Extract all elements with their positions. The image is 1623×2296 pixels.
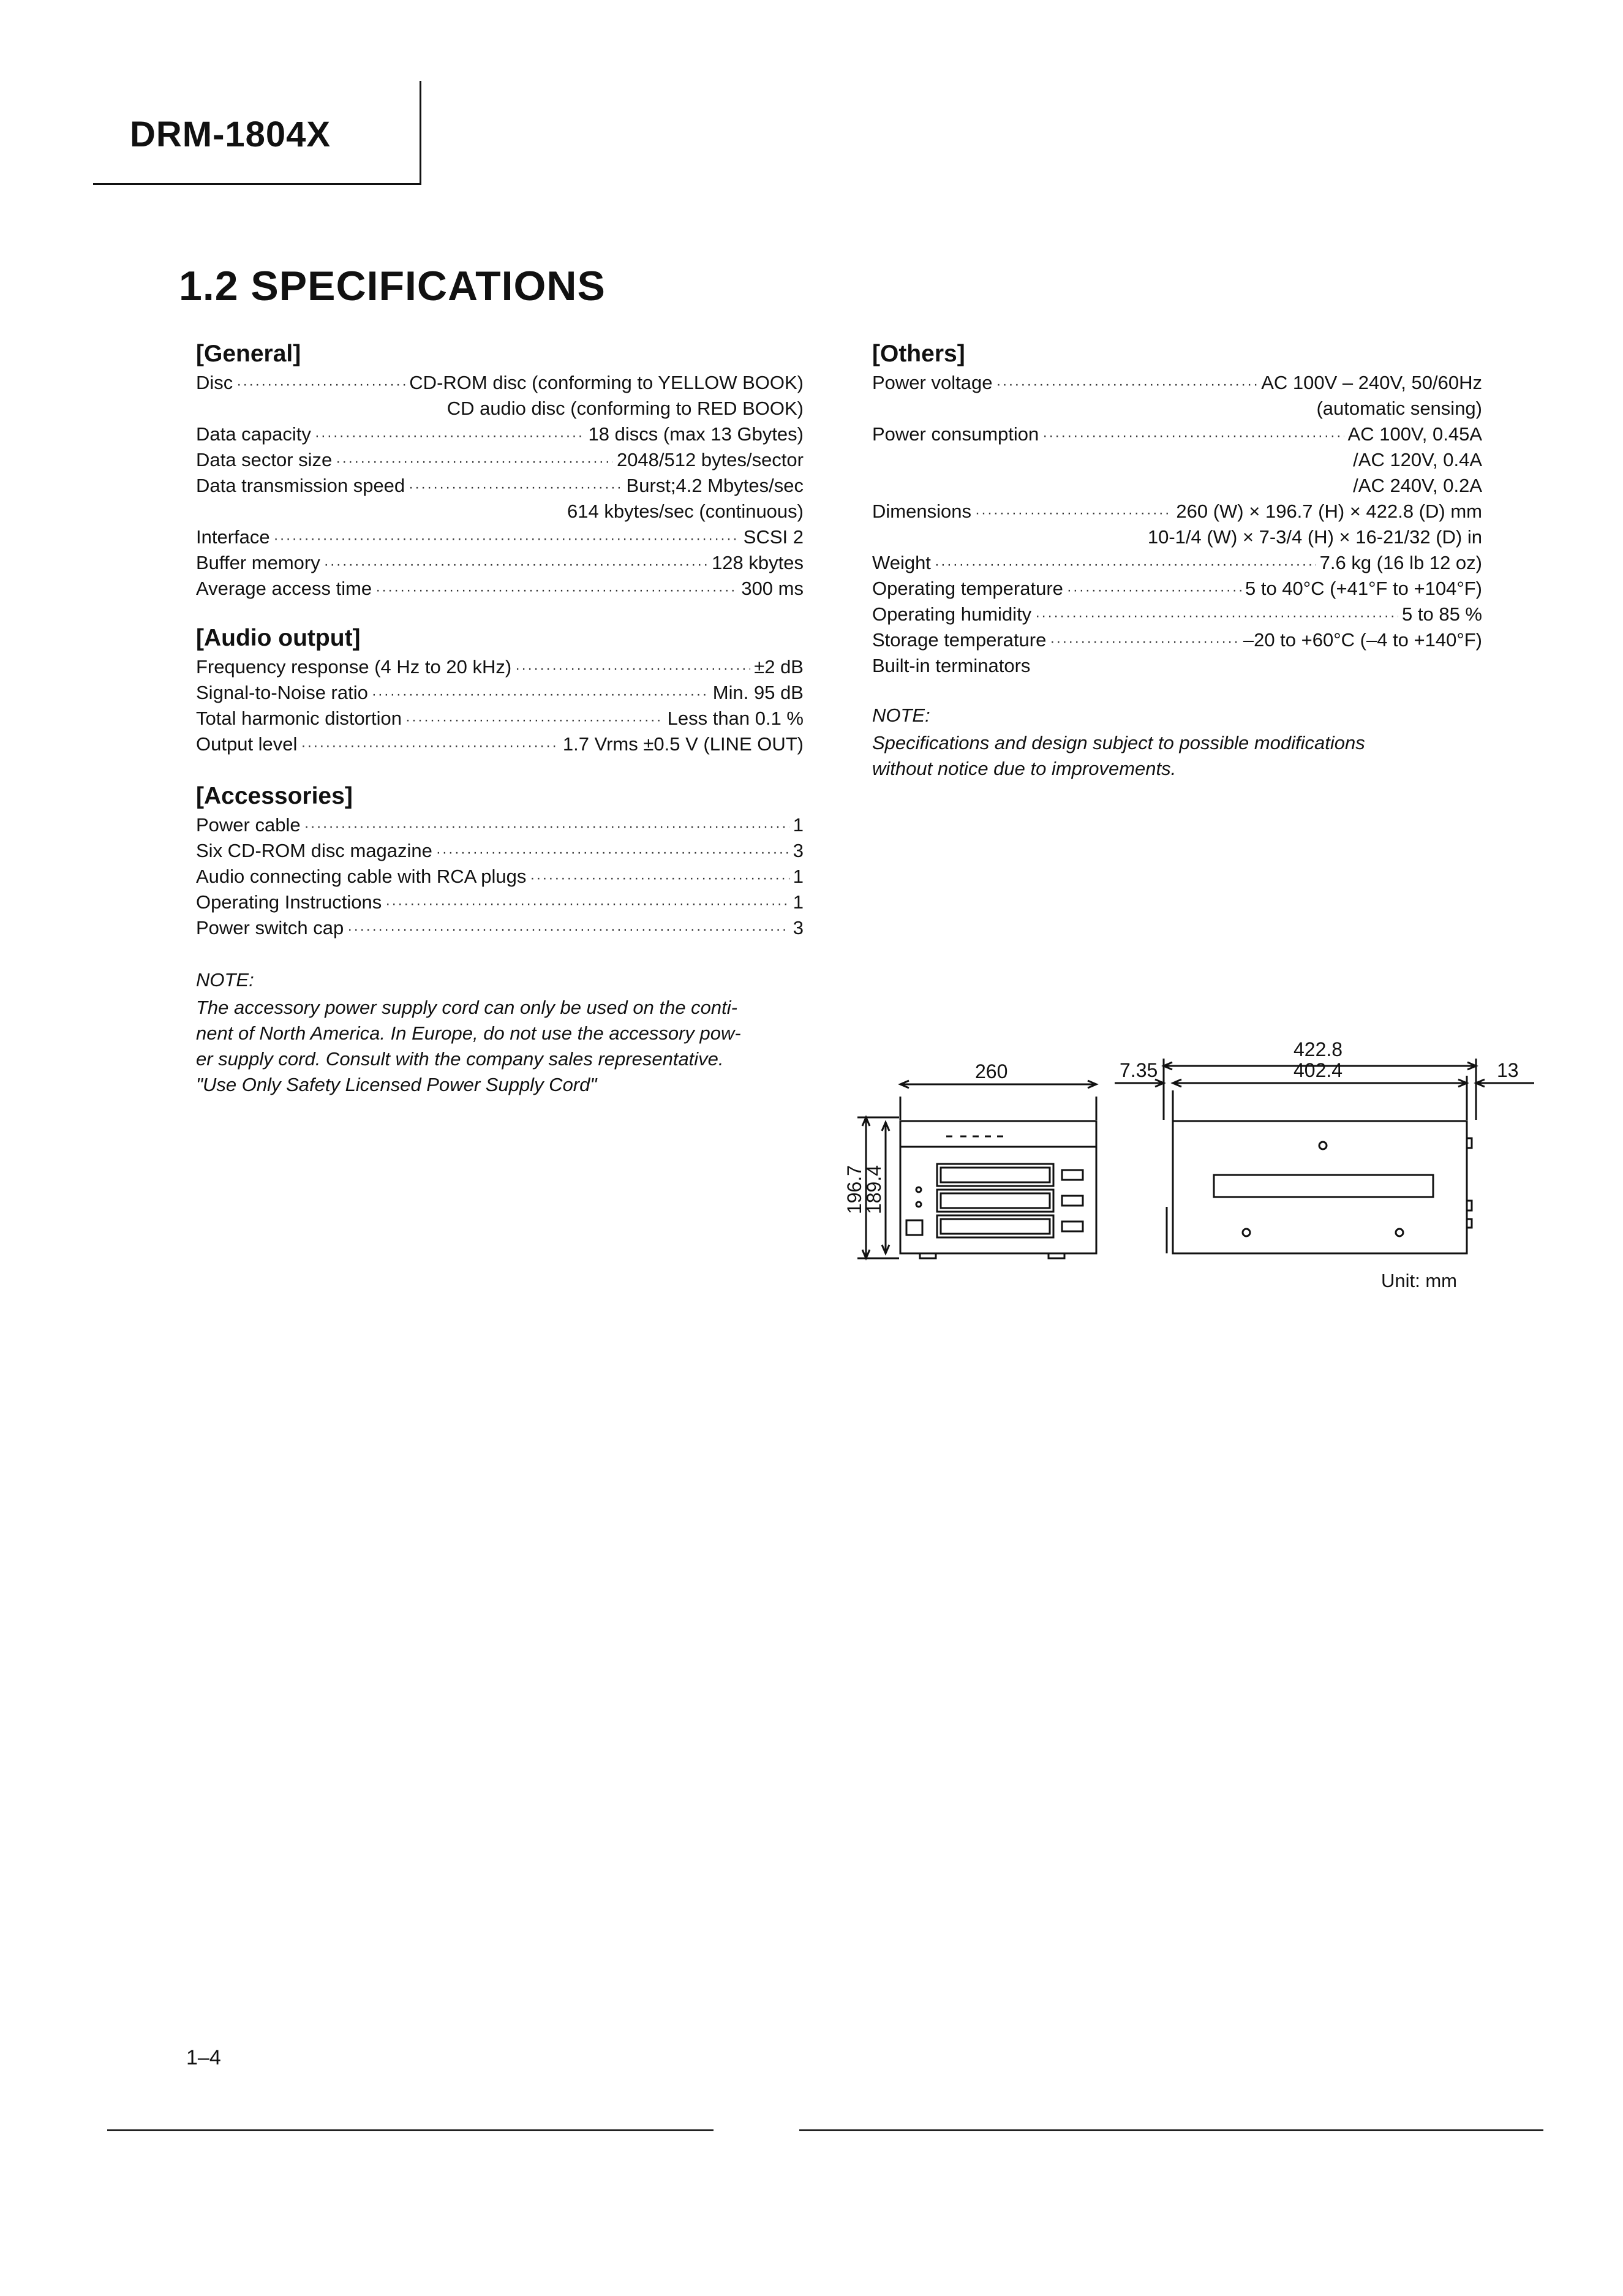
spec-value: 5 to 85 % [1402,603,1482,625]
leader-dots [347,917,789,943]
spec-label: Audio connecting cable with RCA plugs [196,866,527,887]
spec-row [872,499,1482,524]
spec-row [196,838,804,864]
rear-offset-label: 13 [1497,1059,1519,1081]
others-heading: [Others] [872,341,965,367]
spec-label: Data sector size [196,449,333,470]
section-title: 1.2 SPECIFICATIONS [179,263,606,309]
leader-dots [324,552,708,578]
leader-dots [409,475,622,500]
spec-row [196,524,804,550]
spec-value: 18 discs (max 13 Gbytes) [588,423,804,445]
spec-label: Power consumption [872,423,1039,445]
right-note-title: NOTE: [872,704,930,726]
spec-row [196,812,804,838]
spec-value: ±2 dB [754,656,804,678]
leader-dots [436,840,789,866]
spec-label: Power cable [196,814,301,836]
accessories-spec-list [196,812,804,941]
spec-value-continued: CD audio disc (conforming to RED BOOK) [446,398,804,419]
header-rule-vertical [420,81,421,185]
audio-spec-list [196,654,804,757]
spec-row [196,654,804,680]
leader-dots [385,891,789,917]
spec-label: Power switch cap [196,917,344,938]
spec-value: 3 [793,840,804,861]
spec-label: Interface [196,526,270,548]
spec-label: Storage temperature [872,629,1047,651]
header-rule [93,183,421,185]
spec-row [872,421,1482,447]
footer-rule-right [799,2129,1543,2131]
spec-label: Average access time [196,578,372,599]
left-note-line: The accessory power supply cord can only be used on the conti- [196,997,737,1018]
spec-value-continued: 614 kbytes/sec (continuous) [567,500,804,522]
spec-label: Operating Instructions [196,891,382,913]
dimension-drawing [808,1017,1543,1274]
spec-label: Frequency response (4 Hz to 20 kHz) [196,656,512,678]
spec-value-continued: /AC 120V, 0.4A [1353,449,1482,470]
spec-row [196,706,804,731]
spec-row [196,370,804,396]
spec-value: Min. 95 dB [712,682,804,703]
spec-label: Data capacity [196,423,311,445]
spec-row [196,889,804,915]
leader-dots [515,656,750,682]
spec-label: Operating temperature [872,578,1063,599]
general-heading: [General] [196,341,301,367]
spec-value: AC 100V – 240V, 50/60Hz [1261,372,1482,393]
spec-value: AC 100V, 0.45A [1347,423,1482,445]
model-title: DRM-1804X [130,115,331,154]
spec-row [196,680,804,706]
spec-label: Buffer memory [196,552,320,573]
leader-dots [375,578,737,603]
spec-label: Built-in terminators [872,655,1031,676]
spec-row [196,915,804,941]
left-note-line: "Use Only Safety Licensed Power Supply Cord" [196,1074,597,1095]
others-spec-list [872,370,1482,679]
spec-value: SCSI 2 [743,526,804,548]
spec-label: Output level [196,733,298,755]
spec-value: 300 ms [741,578,804,599]
spec-value: 1.7 Vrms ±0.5 V (LINE OUT) [562,733,804,755]
unit-label: Unit: mm [1381,1270,1457,1291]
front-offset-label: 7.35 [1120,1059,1158,1081]
spec-label: Power voltage [872,372,993,393]
leader-dots [336,449,613,475]
spec-label: Weight [872,552,931,573]
leader-dots [975,500,1172,526]
leader-dots [405,708,664,733]
spec-value: Less than 0.1 % [667,708,804,729]
leader-dots [1067,578,1241,603]
spec-value: 5 to 40°C (+41°F to +104°F) [1245,578,1482,599]
spec-row [196,473,804,499]
footer-rule-left [107,2129,714,2131]
left-note-line: nent of North America. In Europe, do not use the accessory pow- [196,1022,741,1044]
leader-dots [274,526,740,552]
spec-value-continued: 10-1/4 (W) × 7-3/4 (H) × 16-21/32 (D) in [1147,526,1482,548]
side-view-body [1173,1121,1467,1253]
spec-value: CD-ROM disc (conforming to YELLOW BOOK) [409,372,804,393]
spec-row [872,653,1482,679]
spec-row [196,864,804,889]
spec-row [872,370,1482,396]
leader-dots [1050,629,1240,655]
spec-row [872,602,1482,627]
page-number: 1–4 [186,2046,221,2069]
spec-value: –20 to +60°C (–4 to +140°F) [1243,629,1482,651]
leader-dots [304,814,789,840]
audio-heading: [Audio output] [196,625,361,651]
right-note-line: Specifications and design subject to possible modifications [872,732,1365,753]
spec-label: Disc [196,372,233,393]
spec-label: Data transmission speed [196,475,405,496]
spec-row [196,447,804,473]
leader-dots [530,866,789,891]
spec-row [196,550,804,576]
spec-row [196,421,804,447]
body-depth-label: 402.4 [1294,1059,1343,1081]
spec-label: Dimensions [872,500,971,522]
spec-value: 260 (W) × 196.7 (H) × 422.8 (D) mm [1176,500,1482,522]
spec-value-continued: /AC 240V, 0.2A [1353,475,1482,496]
leader-dots [301,733,559,759]
front-outer-height-label: 196.7 [843,1165,865,1215]
overall-depth-label: 422.8 [1294,1038,1343,1060]
spec-value: Burst;4.2 Mbytes/sec [626,475,804,496]
front-width-label: 260 [975,1060,1008,1082]
leader-dots [372,682,709,708]
spec-row [872,550,1482,576]
spec-row [196,576,804,602]
spec-value: 2048/512 bytes/sector [616,449,804,470]
spec-value: 1 [793,814,804,836]
spec-row [196,731,804,757]
leader-dots [1042,423,1344,449]
spec-value: 7.6 kg (16 lb 12 oz) [1319,552,1482,573]
spec-value-continued: (automatic sensing) [1316,398,1482,419]
spec-value: 1 [793,891,804,913]
spec-value: 128 kbytes [712,552,804,573]
spec-row [872,576,1482,602]
spec-row [872,627,1482,653]
right-note-line: without notice due to improvements. [872,758,1177,779]
spec-label: Operating humidity [872,603,1032,625]
spec-value: 1 [793,866,804,887]
leader-dots [996,372,1257,398]
leader-dots [236,372,405,398]
general-spec-list [196,370,804,602]
accessories-heading: [Accessories] [196,783,353,809]
left-note-text [196,995,808,1098]
leader-dots [1035,603,1398,629]
left-note-title: NOTE: [196,969,254,991]
front-inner-height-label: 189.4 [863,1165,885,1215]
spec-label: Signal-to-Noise ratio [196,682,368,703]
leader-dots [935,552,1316,578]
spec-label: Six CD-ROM disc magazine [196,840,432,861]
leader-dots [315,423,585,449]
right-note-text [872,730,1485,782]
spec-label: Total harmonic distortion [196,708,402,729]
spec-value: 3 [793,917,804,938]
left-note-line: er supply cord. Consult with the company sales representative. [196,1048,724,1070]
